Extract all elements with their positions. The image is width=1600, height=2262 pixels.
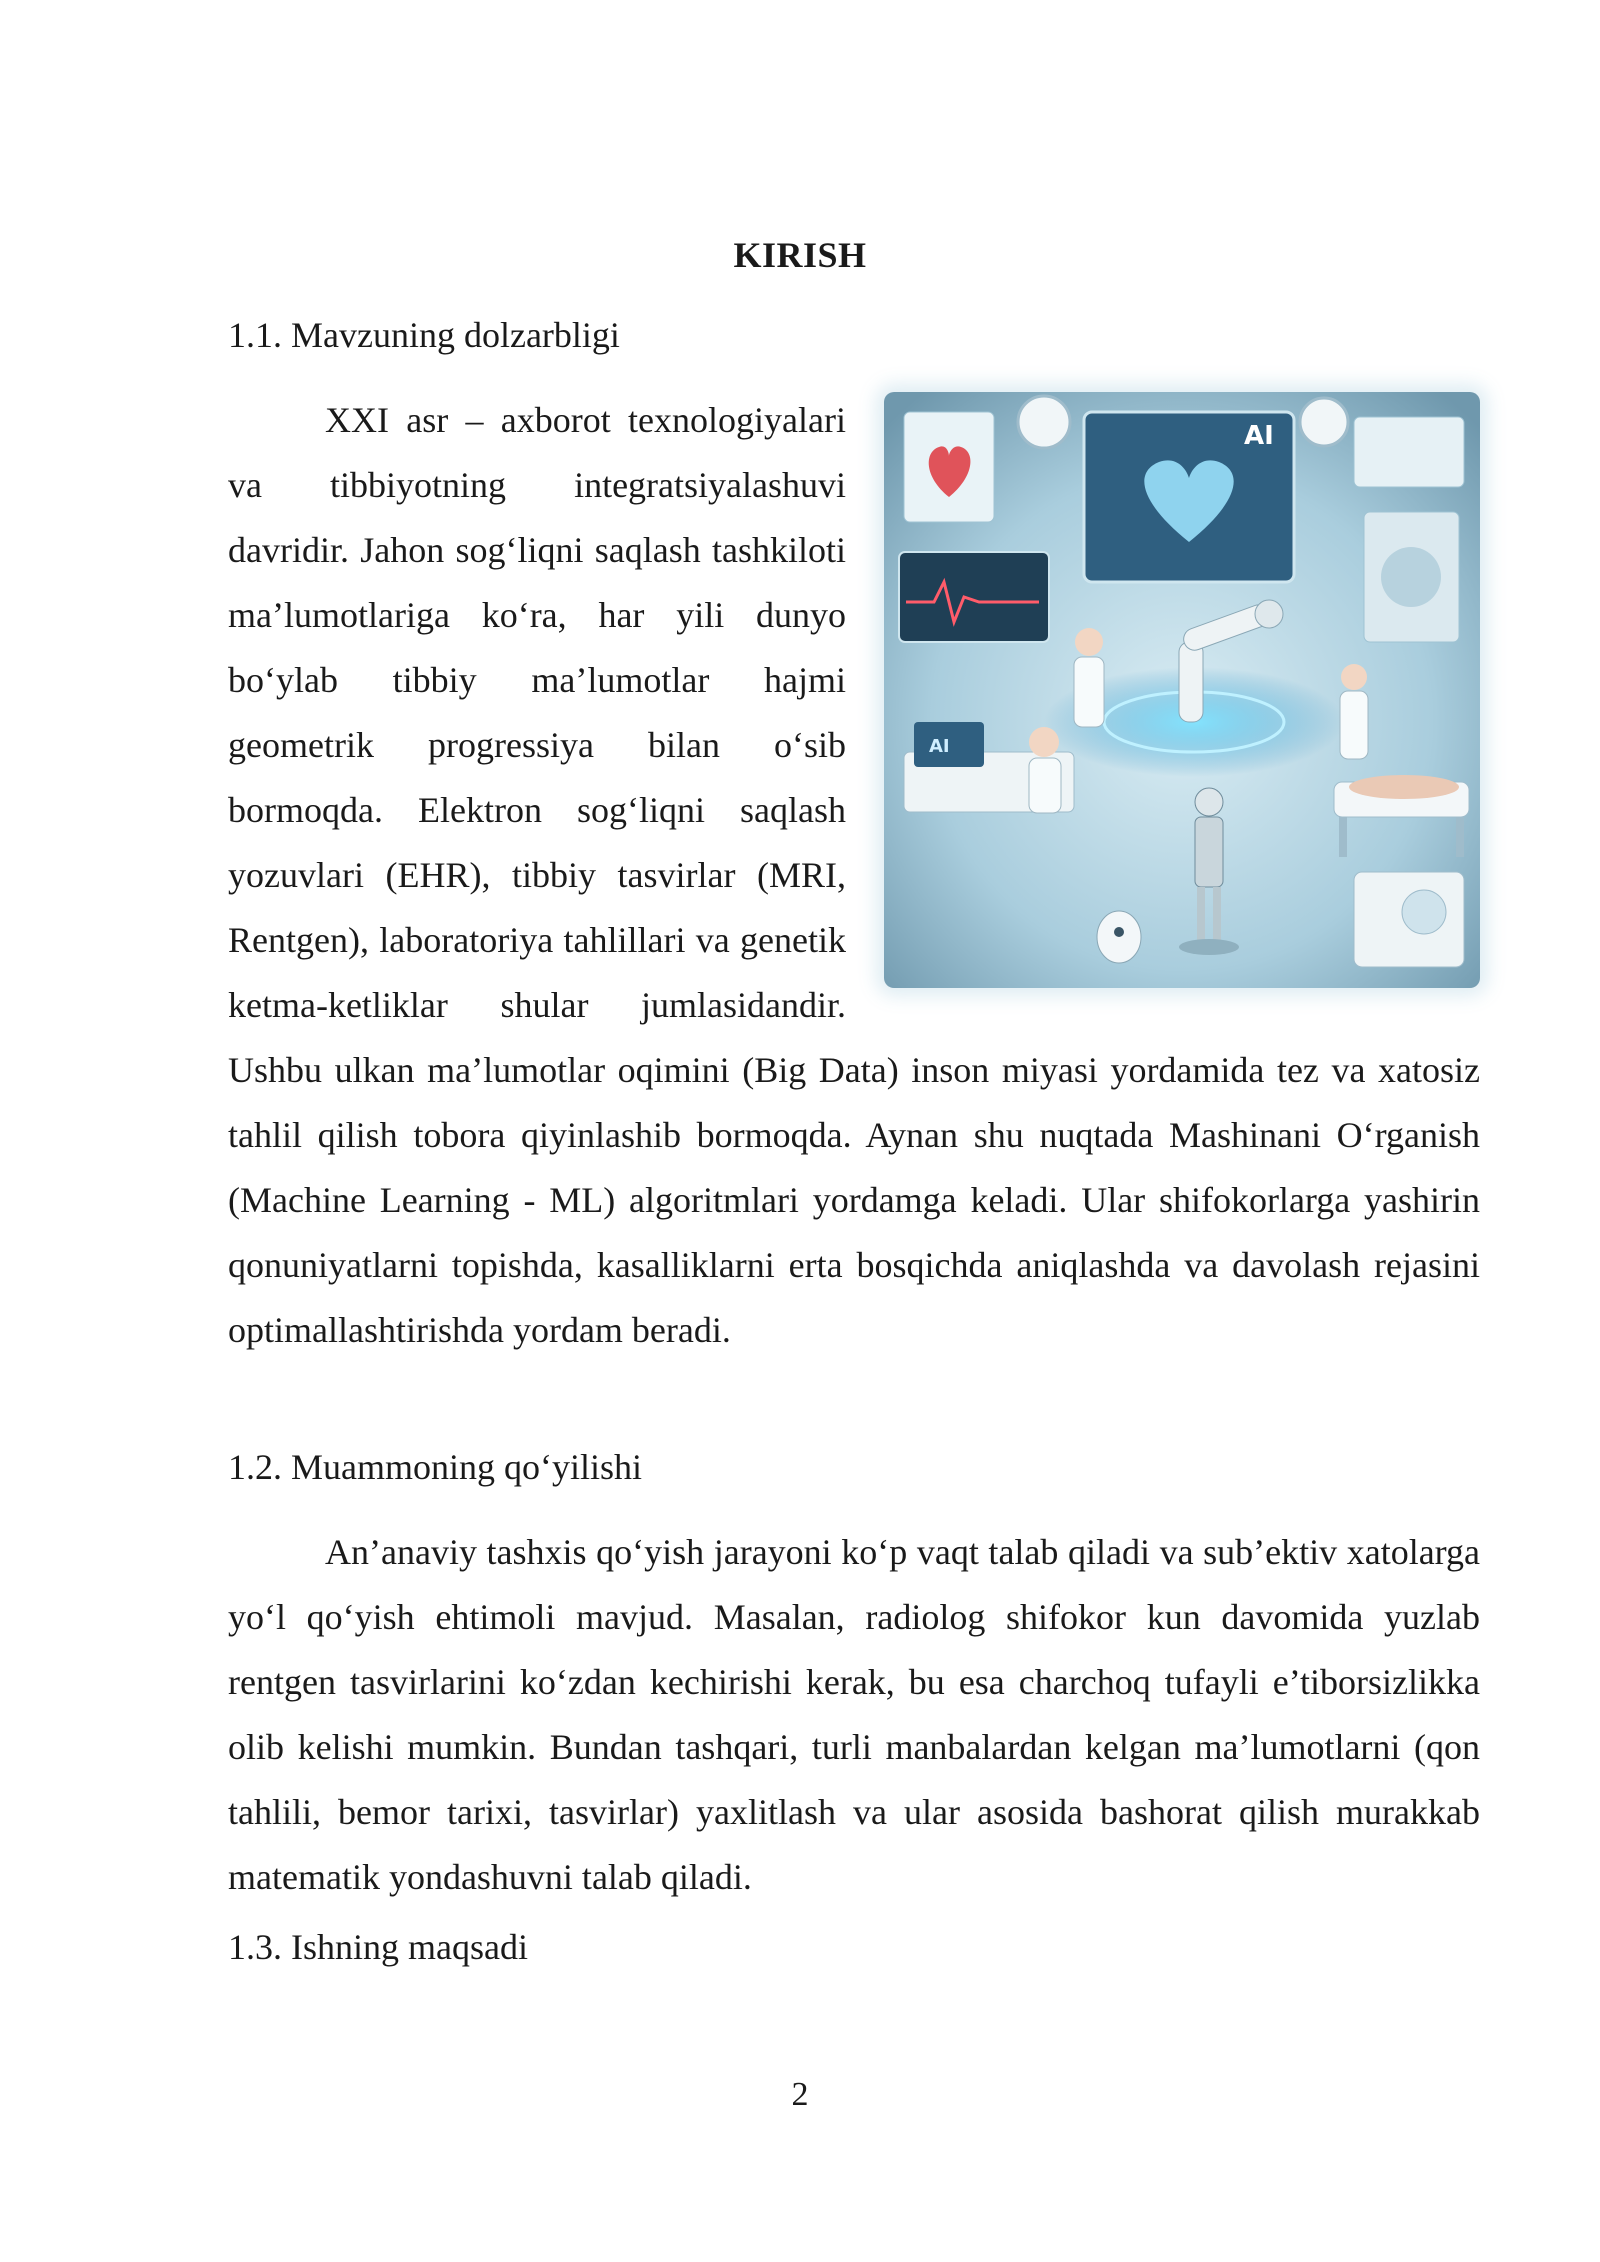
page-number: 2 bbox=[791, 2076, 809, 2113]
scan-circle bbox=[1381, 547, 1441, 607]
doctor-figure-left bbox=[1074, 628, 1104, 727]
surgical-light-left bbox=[1018, 396, 1070, 448]
section-1-2-paragraph: An’anaviy tashxis qo‘yish jarayoni ko‘p vaqt talab qiladi va sub’ektiv xatolarga yo‘l qo‘yish ehtimoli mavjud. Masalan, radiolog shifokor kun davomida yuzlab rentgen tasvirlarini ko‘zdan kechirishi kerak, bu esa charchoq tufayli e’tiborsizlikka olib kelishi mumkin. Bundan tashqari, turli manbalardan kelgan ma’lumotlarni (qon tahlili, bemor tarixi, tasvirlar) yaxlitlash va ular asosida bashorat qilish murakkab matematik yondashuvni talab qiladi. bbox=[228, 1532, 1480, 1897]
lab-device-lens bbox=[1402, 890, 1446, 934]
section-1-1-body bbox=[228, 388, 1480, 1363]
right-panel-top bbox=[1354, 417, 1464, 487]
robot-arm-base bbox=[1179, 642, 1203, 722]
doctor-figure-right bbox=[1340, 664, 1368, 759]
ai-badge: AI bbox=[1244, 421, 1274, 451]
page-heading: KIRISH bbox=[733, 235, 867, 275]
section-title-1-3: 1.3. Ishning maqsadi bbox=[228, 1927, 528, 1967]
section-1-1-paragraph: XXI asr – axborot texnologiyalari va tibbiyotning integratsiyalashuvi davridir. Jahon sog‘liqni saqlash tashkiloti ma’lumotlariga ko‘ra, har yili dunyo bo‘ylab tibbiy ma’lumotlar hajmi geometrik progressiya bilan o‘sib bormoqda. Elektron sog‘liqni saqlash yozuvlari (EHR), tibbiy tasvirlar (MRI, Rentgen), laboratoriya tahlillari va genetik ketma-ketliklar shular jumlasidandir. Ushbu ulkan ma’lumotlar oqimini (Big Data) inson miyasi yordamida tez va xatosiz tahlil qilish tobora qiyinlashib bormoqda. Aynan shu nuqtada Mashinani O‘rganish (Machine Learning - ML) algoritmlari yordamga keladi. Ular shifokorlarga yashirin qonuniyatlarni topishda, kasalliklarni erta bosqichda aniqlashda va davolash rejasini optimallashtirishda yordam beradi. bbox=[228, 400, 1480, 1350]
section-title-1-1: 1.1. Mavzuning dolzarbligi bbox=[228, 315, 620, 355]
section-title-1-2: 1.2. Muammoning qo‘yilishi bbox=[228, 1447, 642, 1487]
ecg-monitor bbox=[899, 552, 1049, 642]
surgical-light-right bbox=[1300, 398, 1348, 446]
robot-arm-joint bbox=[1255, 600, 1283, 628]
svg-text:AI: AI bbox=[929, 736, 950, 757]
ai-medicine-illustration bbox=[884, 392, 1480, 988]
section-1-2-body bbox=[228, 1520, 1480, 1910]
